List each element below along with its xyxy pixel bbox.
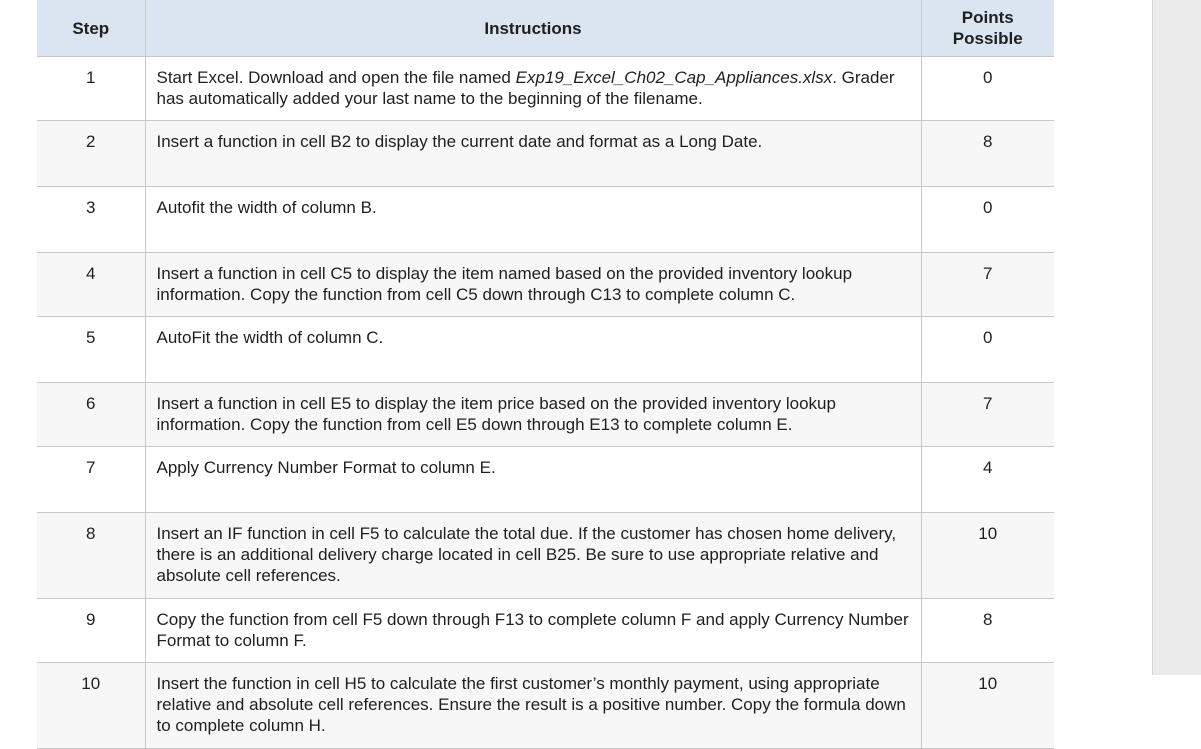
points-value: 0: [921, 187, 1054, 253]
instruction-text: Insert a function in cell E5 to display the item price based on the provided inventory lookup information. Copy the function from cell E5 down through E13 to complete column E.: [145, 383, 921, 447]
instruction-text-part: . Grader has automatically added your last name to the beginning of the filename.: [156, 68, 895, 108]
points-value: 7: [921, 383, 1054, 447]
table-row: [37, 121, 1054, 187]
step-number: 2: [37, 121, 145, 187]
instruction-text: Apply Currency Number Format to column E.: [145, 447, 921, 513]
table-row: [37, 447, 1054, 513]
points-value: 10: [921, 513, 1054, 599]
header-instructions: Instructions: [145, 0, 921, 57]
instruction-text: [145, 57, 921, 121]
table-row: [37, 599, 1054, 663]
step-number: 8: [37, 513, 145, 599]
instruction-text: AutoFit the width of column C.: [145, 317, 921, 383]
instruction-text-part: Start Excel. Download and open the file named: [156, 68, 516, 87]
instruction-text: Autofit the width of column B.: [145, 187, 921, 253]
table-row: [37, 513, 1054, 599]
header-step: Step: [37, 0, 145, 57]
table-row: [37, 317, 1054, 383]
points-value: 10: [921, 663, 1054, 749]
step-number: 10: [37, 663, 145, 749]
points-value: 0: [921, 317, 1054, 383]
points-value: 7: [921, 253, 1054, 317]
table-row: [37, 383, 1054, 447]
step-number: 4: [37, 253, 145, 317]
step-number: 3: [37, 187, 145, 253]
instruction-text: Insert a function in cell C5 to display the item named based on the provided inventory lookup information. Copy the function from cell C5 down through C13 to complete column C.: [145, 253, 921, 317]
right-side-panel: [1152, 0, 1201, 675]
table-header-row: [37, 0, 1054, 57]
instruction-filename: Exp19_Excel_Ch02_Cap_Appliances.xlsx: [515, 68, 833, 87]
table-row: [37, 187, 1054, 253]
instruction-text: Copy the function from cell F5 down through F13 to complete column F and apply Currency Number Format to column F.: [145, 599, 921, 663]
table-row: [37, 663, 1054, 749]
table-row: [37, 57, 1054, 121]
step-number: 7: [37, 447, 145, 513]
header-points-line2: Possible: [952, 29, 1023, 48]
points-value: 0: [921, 57, 1054, 121]
points-value: 4: [921, 447, 1054, 513]
header-points-possible: [921, 0, 1054, 57]
instruction-text: Insert the function in cell H5 to calculate the first customer’s monthly payment, using appropriate relative and absolute cell references. Ensure the result is a positive number. Copy the formula down to complete column H.: [145, 663, 921, 749]
step-number: 6: [37, 383, 145, 447]
table-row: [37, 253, 1054, 317]
points-value: 8: [921, 121, 1054, 187]
instruction-text: Insert an IF function in cell F5 to calculate the total due. If the customer has chosen home delivery, there is an additional delivery charge located in cell B25. Be sure to use appropriate relative and absolute cell references.: [145, 513, 921, 599]
points-value: 8: [921, 599, 1054, 663]
step-number: 5: [37, 317, 145, 383]
header-points-line1: Points: [961, 8, 1014, 27]
instruction-text: Insert a function in cell B2 to display the current date and format as a Long Date.: [145, 121, 921, 187]
step-number: 9: [37, 599, 145, 663]
step-number: 1: [37, 57, 145, 121]
instructions-table: [37, 0, 1054, 749]
